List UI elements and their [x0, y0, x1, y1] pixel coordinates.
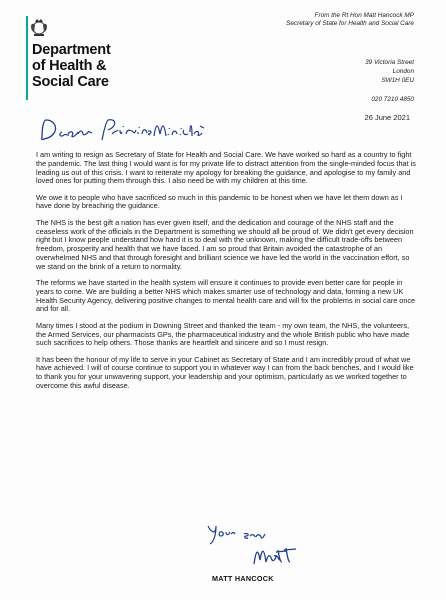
department-line: Department	[32, 42, 111, 58]
department-line: of Health &	[32, 58, 107, 74]
body-paragraph: Many times I stood at the podium in Downing Street and thanked the team - my own team, the NHS, the volunteers, the Armed Services, our pharmacists GPs, the pharmaceutical industry and the whole British public who have made such sacrifices to help others. Those thanks are heartfelt and sincere and so I must resign.	[36, 320, 410, 348]
body-paragraph: The NHS is the best gift a nation has ever given itself, and the dedication and courage of the NHS staff and the ceaseless work of the officials in the Department is something we should all be proud of. We didn't get every decision right but I know people understand how hard it is to deal with the unknown, making the difficult trade-offs between freedom, prosperity and health that we have faced. I am so proud that Britain avoided the catastrophe of an overwhelmed NHS and that through foresight and brilliant science we have led the world in the vaccination effort, so we stand on the brink of a return to normality.	[36, 217, 414, 271]
address-line: SW1H 0EU	[381, 77, 414, 84]
letter-body	[36, 151, 416, 398]
signatory-name: MATT HANCOCK	[212, 574, 274, 583]
handwritten-salutation	[36, 112, 206, 148]
royal-coat-of-arms-icon	[28, 16, 50, 38]
address-block	[365, 58, 414, 85]
body-paragraph: It has been the honour of my life to serve in your Cabinet as Secretary of State and I am incredibly proud of what we have achieved. I will of course continue to support you in whatever way I can from the back benches, and I would like to thank you for your unwavering support, your leadership and your optimism, particularly as we worked together to overcome this awful disease.	[36, 354, 414, 391]
logo-accent-rule	[26, 16, 28, 100]
address-line: London	[392, 68, 414, 75]
body-paragraph: The reforms we have started in the health system will ensure it continues to provide even better care for people in years to come. We are building a better NHS which makes smarter use of technology and data, forming a new UK Health Security Agency, delivering positive changes to mental health care and will fix the problems in social care once and for all.	[36, 278, 416, 314]
sender-title: Secretary of State for Health and Social Care	[286, 20, 414, 27]
sender-block	[286, 12, 414, 28]
handwritten-signoff	[204, 520, 324, 570]
body-paragraph: We owe it to people who have sacrificed so much in this pandemic to be honest when we have let them down as I have done by breaching the guidance.	[36, 192, 403, 211]
phone-number: 020 7210 4850	[371, 96, 414, 103]
address-line: 39 Victoria Street	[365, 59, 414, 66]
department-line: Social Care	[32, 74, 109, 90]
sender-name: From the Rt Hon Matt Hancock MP	[314, 12, 414, 19]
body-paragraph: I am writing to resign as Secretary of State for Health and Social Care. We have worked so hard as a country to fight the pandemic. The last thing I would want is for my private life to distract attention from the single-minded focus that is leading us out of this crisis. I want to reiterate my apology for breaking the guidance, and apologise to my family and loved ones for putting them through this. I also need be with my children at this time.	[36, 150, 416, 186]
department-logo-text	[32, 42, 111, 90]
letter-date: 26 June 2021	[364, 113, 410, 122]
